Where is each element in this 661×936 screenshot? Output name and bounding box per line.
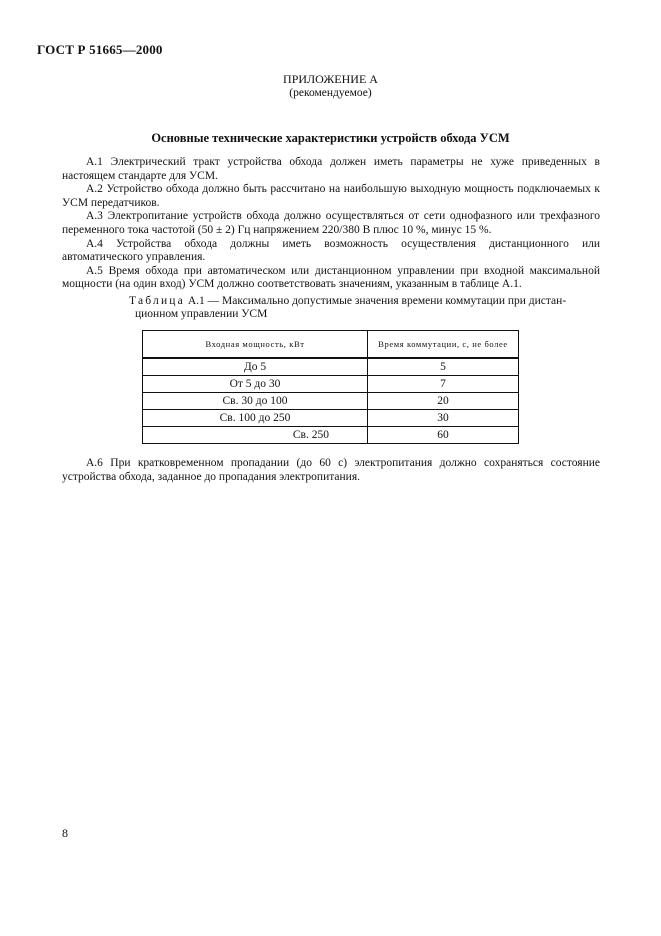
table-row — [143, 376, 519, 393]
paragraph-a4: А.4 Устройства обхода должны иметь возможность осуществления дистанционного или автоматического управления. — [62, 237, 600, 264]
section-title: Основные технические характеристики устройств обхода УСМ — [151, 131, 510, 145]
column-header-input-power: Входная мощность, кВт — [143, 331, 368, 359]
table-cell-time: 5 — [368, 358, 519, 376]
table-cell-power: От 5 до 30 — [143, 376, 368, 393]
table-caption-lead: Таблица — [129, 295, 185, 307]
paragraph-a6-text: А.6 При кратковременном пропадании (до 60 с) электропитания должно сохраняться состояние устройства обхода, заданное до пропадания электропитания. — [62, 457, 600, 483]
table-row — [143, 427, 519, 444]
table-cell-power: До 5 — [143, 358, 368, 376]
switching-time-table — [142, 330, 519, 444]
table-cell-time: 30 — [368, 410, 519, 427]
paragraph-a2: А.2 Устройство обхода должно быть рассчитано на наибольшую выходную мощность подключаемых к УСМ передатчиков. — [62, 183, 600, 209]
page-number: 8 — [62, 826, 68, 840]
table-caption-continuation: ционном управлении УСМ — [135, 308, 268, 320]
paragraph-a5: А.5 Время обхода при автоматическом или дистанционном управлении при входной максимальной мощности (на один вход) УСМ должно соответствовать значениям, указанным в таблице А.1. — [62, 264, 600, 291]
document-header: ГОСТ Р 51665—2000 — [37, 42, 163, 57]
paragraph-a3: А.3 Электропитание устройств обхода должно осуществляться от сети однофазного или трехфазного переменного тока частотой (50 ± 2) Гц напряжением 220/380 В плюс 10 %, минус 15 %. — [62, 210, 600, 236]
table-cell-power: Св. 30 до 100 — [143, 393, 368, 410]
table-cell-power: Св. 250 — [143, 427, 368, 444]
table-cell-power: Св. 100 до 250 — [143, 410, 368, 427]
table-row — [143, 358, 519, 376]
table-caption-text: А.1 — Максимально допустимые значения времени коммутации при дистан- — [187, 295, 567, 307]
paragraph-a1: А.1 Электрический тракт устройства обхода должен иметь параметры не хуже приведенных в настоящем стандарте для УСМ. — [62, 156, 600, 182]
table-header-row — [143, 331, 519, 359]
body-paragraphs — [62, 156, 600, 292]
appendix-heading — [0, 72, 661, 100]
table-cell-time: 20 — [368, 393, 519, 410]
column-header-switching-time: Время коммутации, с, не более — [368, 331, 519, 359]
paragraph-a6 — [62, 457, 600, 484]
table-cell-time: 7 — [368, 376, 519, 393]
appendix-title: ПРИЛОЖЕНИЕ А — [283, 72, 378, 86]
table-row — [143, 410, 519, 427]
table-row — [143, 393, 519, 410]
table-cell-time: 60 — [368, 427, 519, 444]
appendix-subtitle: (рекомендуемое) — [289, 87, 372, 99]
table-caption — [129, 295, 584, 321]
